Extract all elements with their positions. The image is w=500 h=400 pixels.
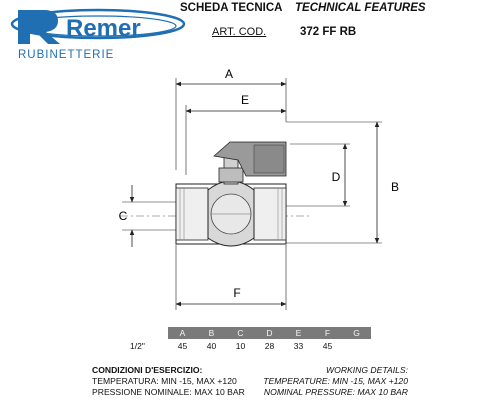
value-cell: 28	[264, 341, 275, 351]
article-code-value: 372 FF RB	[300, 26, 357, 38]
column-header: G	[342, 327, 371, 339]
label-e: E	[240, 93, 250, 107]
column-header: B	[197, 327, 226, 339]
dimensions-table	[128, 327, 371, 353]
value-cell	[342, 339, 371, 353]
value-cell: 33	[293, 341, 304, 351]
article-code-label: ART. COD.	[212, 26, 267, 38]
title-italian: SCHEDA TECNICA	[180, 2, 283, 14]
size-column-header	[128, 327, 168, 339]
size-cell: 1/2"	[130, 341, 145, 351]
label-f: F	[233, 286, 241, 300]
value-cell: 45	[322, 341, 333, 351]
value-cell: 45	[177, 341, 188, 351]
conditions-title-en: WORKING DETAILS:	[326, 365, 408, 375]
table-row	[128, 339, 371, 353]
column-header: C	[226, 327, 255, 339]
title-english: TECHNICAL FEATURES	[295, 2, 426, 14]
value-cell: 40	[206, 341, 217, 351]
temperature-it: TEMPERATURA: MIN -15, MAX +120	[92, 376, 237, 386]
label-c: C	[118, 209, 128, 223]
pressure-en: NOMINAL PRESSURE: MAX 10 BAR	[263, 387, 408, 397]
operating-conditions-italian	[92, 365, 245, 398]
pressure-it: PRESSIONE NOMINALE: MAX 10 BAR	[92, 387, 245, 397]
column-header: D	[255, 327, 284, 339]
valve-body	[176, 181, 286, 246]
temperature-en: TEMPERATURE: MIN -15, MAX +120	[263, 376, 408, 386]
label-b: B	[390, 180, 400, 194]
dimension-b	[270, 122, 382, 243]
column-header: A	[168, 327, 197, 339]
column-header: F	[313, 327, 342, 339]
operating-conditions-english	[263, 365, 408, 398]
logo-tagline: RUBINETTERIE	[18, 49, 115, 61]
valve-technical-drawing	[0, 60, 500, 322]
label-d: D	[331, 170, 341, 184]
conditions-title-it: CONDIZIONI D'ESERCIZIO:	[92, 365, 203, 375]
column-header: E	[284, 327, 313, 339]
label-a: A	[224, 67, 234, 81]
dimension-f	[176, 245, 286, 310]
value-cell: 10	[235, 341, 246, 351]
logo-wordmark: Remer	[66, 15, 141, 42]
dimensions-header-row	[128, 327, 371, 339]
